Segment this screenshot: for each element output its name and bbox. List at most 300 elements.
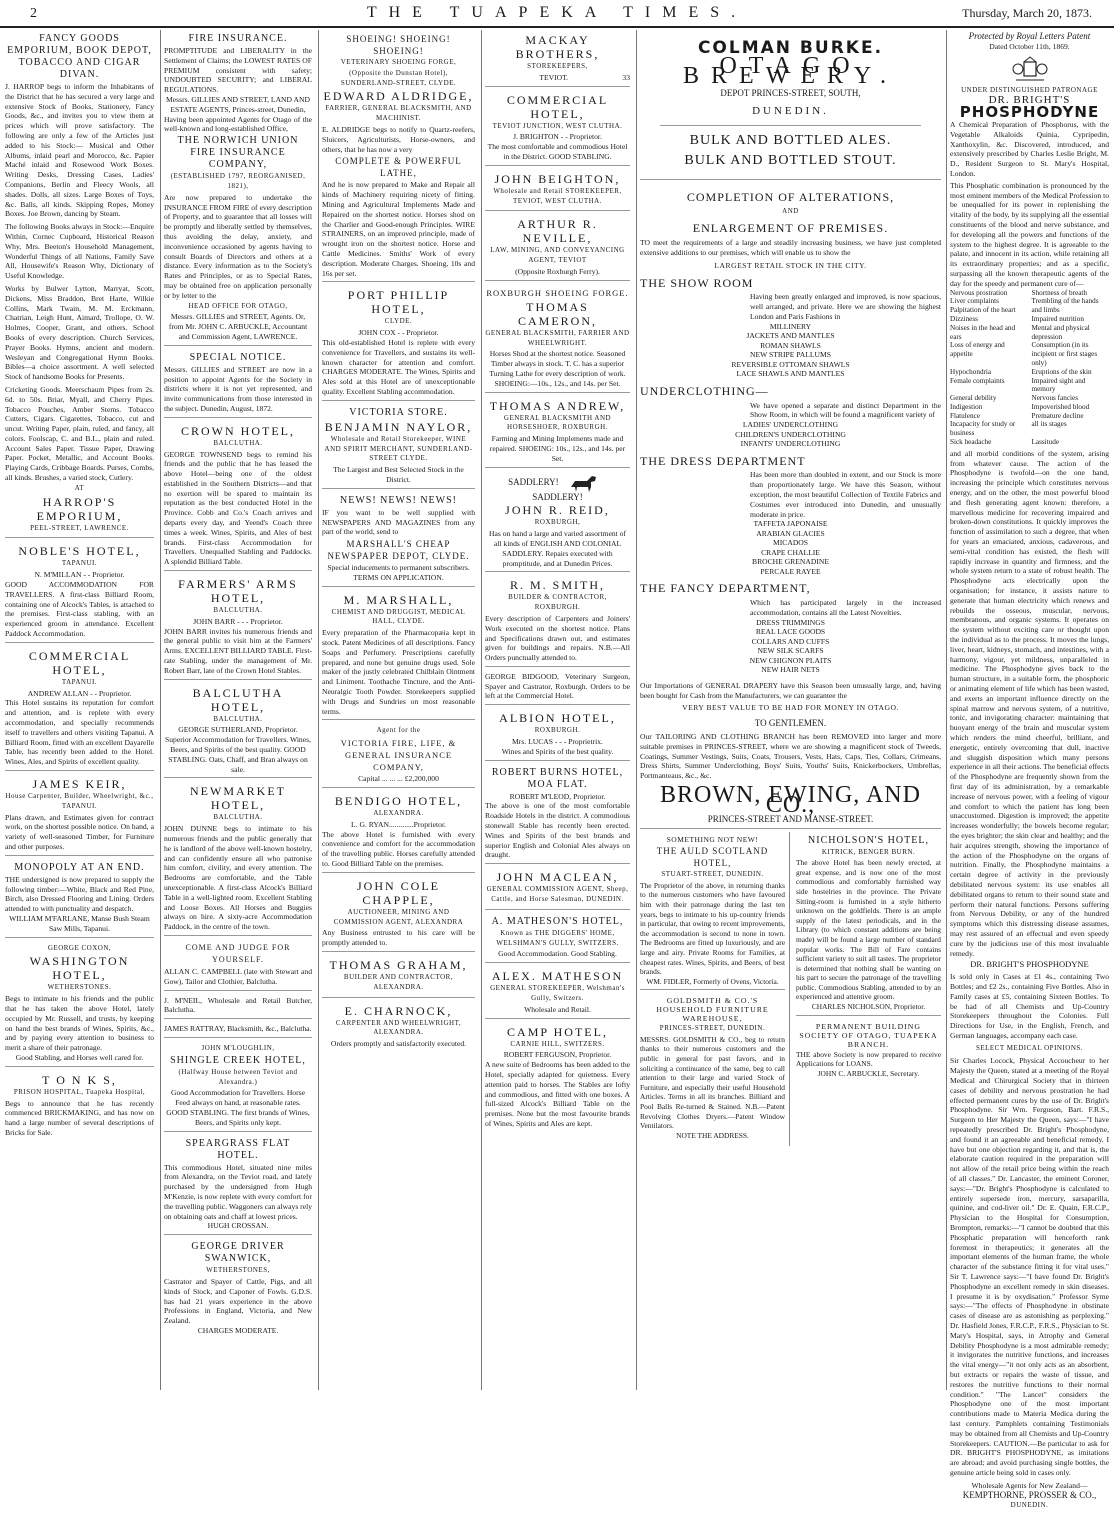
ad-albion-hotel bbox=[485, 708, 630, 760]
list-item: Trembling of the hands bbox=[1031, 297, 1099, 306]
ad-title: ROXBURGH SHOEING FORGE. bbox=[486, 287, 629, 298]
ad-body: Our TAILORING AND CLOTHING BRANCH has been REMOVED into larger and more suitable premises in PRINCES-STREET, where we are showing a magnificent stock of Tweeds, Coatings, Summer Vestings, Suits, Coats, Trousers, Vests, Hats, Caps, Ties, Collars, Crimeans, Dress Shirts, Summer Underclothing, Boys' Suits, Youths' Suits, Knickerbockers, Umbrellas, Portmanteaus, &c., &c. bbox=[640, 732, 941, 781]
list-item: REAL LACE GOODS bbox=[755, 627, 826, 637]
ad-title: FARMERS' ARMS HOTEL, bbox=[178, 577, 298, 606]
ad-commercial-hotel-teviot bbox=[485, 90, 630, 166]
ad-place: BALCLUTHA. bbox=[213, 714, 263, 723]
ad-body: PROMPTITUDE and LIBERALITY in the Settlement of Claims; the LOWEST RATES OF PREMIUM consistent with safety; UNDOUBTED SECURITY; and LIBERAL REGULATIONS. bbox=[164, 46, 312, 95]
ad-body: This Hotel sustains its reputation for comfort and attention, and is replete with every accommodation, and specially recommends itself to travellers and others visiting Tapanui. A Billiard Room, fitted with an excellent Dayarelle Table, has recently been added to the Hotel. Wines, Ales, and Spirits of excellent quality. bbox=[5, 698, 154, 767]
ad-title: KEMPTHORNE, PROSSER & CO., bbox=[962, 1489, 1097, 1500]
ad-sub: UNDER DISTINGUISHED PATRONAGE bbox=[961, 85, 1098, 94]
ad-proprietor: GEORGE SUTHERLAND, Proprietor. bbox=[178, 725, 298, 735]
ad-title: MONOPOLY AT AN END. bbox=[14, 861, 145, 873]
list-item: Liver complaints bbox=[950, 297, 999, 306]
ad-name: GEORGE COXON, bbox=[47, 943, 112, 952]
ad-nobles-hotel bbox=[5, 541, 154, 642]
ad-body: JAMES RATTRAY, Blacksmith, &c., Balclutha. bbox=[164, 1024, 312, 1034]
ad-auld-scotland-hotel bbox=[640, 832, 785, 991]
ad-mneil-butcher bbox=[164, 994, 312, 1020]
ad-title: COMPLETE & POWERFUL LATHE, bbox=[335, 156, 462, 179]
ad-line: BULK AND BOTTLED STOUT. bbox=[684, 152, 897, 168]
ad-harrop-emporium bbox=[5, 30, 154, 538]
ad-sub: Dated October 11th, 1869. bbox=[989, 41, 1070, 51]
ad-sub: GENERAL BLACKSMITH AND HORSESHOER, ROXBURGH. bbox=[503, 413, 612, 432]
bottom-right-ads bbox=[796, 832, 941, 1147]
list-item: Mental and physical depression bbox=[1031, 323, 1090, 341]
ad-charnock bbox=[322, 1001, 475, 1052]
ad-place: BALCLUTHA. bbox=[213, 438, 263, 447]
ad-body: Every preparation of the Pharmacopæia kept in stock. Patent Medicines of all descriptions. Fancy Soaps and Perfumery. Prescriptions carefully prepared, and none but genuine drugs used. Sole maker of the justly celebrated Chilblain Ointment and Liniment. Toothache Tincture, and the Anti-Neuralgic Tooth Powder. Storekeepers supplied with Drugs and Sundries on most reasonable terms. bbox=[322, 628, 475, 716]
ad-title: PORT PHILLIP HOTEL, bbox=[347, 288, 450, 317]
column-6 bbox=[946, 30, 1112, 1510]
ad-sub: AUCTIONEER, MINING AND COMMISSION AGENT, ALEXANDRA bbox=[333, 907, 464, 926]
ad-sub: BUILDER AND CONTRACTOR, ALEXANDRA. bbox=[343, 973, 454, 991]
ad-sub: STOREKEEPERS, bbox=[527, 62, 588, 70]
ad-body: Has been more than doubled in extent, and our Stock is more than proportionately large. We have this Season, without exception, the most beautiful Collection of Textile Fabrics and Costumes ever introduced into Dunedin, and unusually moderate in price. bbox=[750, 470, 941, 519]
ad-body: J. HARROP begs to inform the Inhabitants of the District that he has secured a very large and extensive Stock of Books, Stationery, Fancy Goods, &c., and invites you to view them at prices which will prove satisfactory. The following are only a few of the Articles just added to his Stock:— Musical and Other Albums, inlaid pearl and Morocco, &c. Papier Maché inlaid and Rosewood Work Boxes. Writing Desks, Dressing Cases, Ladies' Companions, Berlin and Fleecy Wools, all shades. Dolls, all sizes. Large Boxes of Toys, &c. Balls, all kinds. Skipping Ropes, Money Boxes. Joe Brown, dancing by Steam. bbox=[5, 82, 154, 219]
list-item: Sick headache bbox=[950, 438, 992, 447]
ad-john-maclean bbox=[485, 867, 630, 910]
list-item: Nervous prostration bbox=[950, 288, 1008, 297]
list-item: CHILDREN'S UNDERCLOTHING bbox=[735, 429, 846, 439]
ad-nicholsons-hotel bbox=[796, 832, 941, 1016]
ad-sub: HEAD OFFICE FOR OTAGO, bbox=[188, 301, 288, 310]
ad-permanent-building-society bbox=[796, 1019, 941, 1082]
ad-body: J. M'NEIL, Wholesale and Retail Butcher, Balclutha. bbox=[164, 995, 312, 1015]
ad-body: Any Business entrusted to his care will be promptly attended to. bbox=[322, 928, 475, 948]
list-item: NEW CHIGNON PLAITS bbox=[749, 655, 832, 665]
dress-list bbox=[640, 519, 941, 576]
ad-title: R. M. SMITH, bbox=[509, 578, 605, 593]
ad-body: LARGEST RETAIL STOCK IN THE CITY. bbox=[714, 260, 867, 270]
list-item: LACE SHAWLS AND MANTLES bbox=[736, 369, 845, 379]
ad-body: GOOD ACCOMMODATION FOR TRAVELLERS. A first-class Billiard Room, containing one of Alcock's Tables, is attached to the premises. First-class stabling, with an experienced groom in attendance. Excellent Paddock Accommodation. bbox=[5, 580, 154, 639]
ad-balclutha-hotel bbox=[164, 683, 312, 779]
ad-proprietor: Mrs. LUCAS - - - Proprietrix. bbox=[512, 737, 603, 747]
list-item: Incapacity for study or business bbox=[950, 420, 1016, 438]
ad-tonks bbox=[5, 1070, 154, 1141]
list-item: Lassitude bbox=[1031, 438, 1060, 447]
list-item: COLLARS AND CUFFS bbox=[751, 636, 830, 646]
list-item: CRAPE CHALLIE bbox=[761, 547, 820, 557]
list-item: Impaired sight and memory bbox=[1031, 376, 1086, 394]
ad-title: ROBERT BURNS HOTEL, MOA FLAT. bbox=[491, 766, 624, 790]
ad-title: T O N K S, bbox=[42, 1072, 117, 1087]
ad-place: ALEXANDRA. bbox=[373, 809, 424, 818]
ad-james-keir bbox=[5, 774, 154, 856]
ad-signature: CHARLES NICHOLSON, Proprietor. bbox=[811, 1002, 926, 1012]
ad-place: TAPANUI. bbox=[61, 677, 98, 686]
ad-place: DUNEDIN. bbox=[1010, 1501, 1049, 1510]
ad-title: MARSHALL'S CHEAP NEWSPAPER DEPOT, CLYDE. bbox=[327, 539, 470, 562]
underclothing-list bbox=[640, 420, 941, 449]
ad-title: THOMAS GRAHAM, bbox=[329, 958, 468, 973]
ad-body: Having been greatly enlarged and improved, is now spacious, well arranged, and private. Here we are showing the highest London and Paris Fashions in bbox=[750, 292, 941, 321]
ad-place: TEVIOT. bbox=[539, 72, 569, 82]
ad-sub: GENERAL STOREKEEPER, Welshman's Gully, Switzers. bbox=[490, 984, 625, 1003]
ad-title: BENJAMIN NAYLOR, bbox=[324, 419, 473, 434]
list-item: TAFFETA JAPONAISE bbox=[753, 519, 828, 529]
list-item: DRESS TRIMMINGS bbox=[756, 617, 825, 627]
ad-body: We have opened a separate and distinct Department in the Show Room, in which will be found a magnificent variety of bbox=[750, 400, 941, 420]
ad-body: Every description of Carpenters and Joiners' Work executed on the shortest notice. Plans and Specifications drawn out, and estimates given for buildings and repairs. N.B.—All Orders punctually attended to. bbox=[485, 613, 630, 663]
horse-icon bbox=[567, 473, 601, 493]
ad-campbell-tailor bbox=[164, 939, 312, 991]
ad-body: Are now prepared to undertake the INSURANCE FROM FIRE of every description of Property, and to guarantee that all losses will be promptly and liberally settled by themselves, thus avoiding the delay, anxiety, and inconvenience occasioned by agents having to consult Boards of Directors and others at a distance. Every information as to the Society's Rates and Principles, or as to Special Rates, may be obtained free on application personally or by letter to the bbox=[164, 192, 312, 300]
ad-fire-insurance bbox=[164, 30, 312, 346]
ad-port-phillip-hotel bbox=[322, 285, 475, 400]
fancy-list bbox=[640, 618, 941, 675]
list-item: and limbs bbox=[1031, 306, 1060, 315]
ad-title: DR. BRIGHT'S PHOSPHODYNE bbox=[970, 959, 1089, 970]
ad-sub: (ESTABLISHED 1797, REORGANISED, 1821), bbox=[170, 172, 306, 190]
column-5 bbox=[636, 30, 944, 1390]
ad-body: The above Hotel is furnished with every convenience and comfort for the accommodation of the travelling public. Horses carefully attended to. Good Billiard Table on the premises. bbox=[322, 829, 475, 869]
ad-title: FANCY GOODS EMPORIUM, BOOK DEPOT, TOBACCO AND CIGAR DIVAN. bbox=[7, 33, 152, 80]
ad-sub: TEVIOT JUNCTION, WEST CLUTHA. bbox=[492, 121, 623, 130]
ad-marshall-chemist bbox=[322, 590, 475, 721]
list-item: PERCALE RAYEE bbox=[760, 566, 821, 576]
list-item: Shortness of breath bbox=[1031, 288, 1087, 297]
ad-body: This old-established Hotel is replete with every convenience for Travellers, and sustains its well-known character for attention and comfort. CHARGES MODERATE. The Wines, Spirits and Ales sold at this Hotel are of unexceptionable quality. Excellent Stabling accommodation. bbox=[322, 337, 475, 396]
ad-title: ARTHUR R. NEVILLE, bbox=[517, 217, 598, 246]
ad-body: Superior Accommodation for Travellers. Wines, Beers, and Spirits of the best quality. GOOD STABLING. Oats, Chaff, and Bran always on sale. bbox=[165, 735, 311, 774]
ad-washington-hotel bbox=[5, 941, 154, 1067]
ad-sub: Known as THE DIGGERS' HOME, WELSHMAN'S GULLY, SWITZERS. bbox=[496, 928, 619, 947]
ad-body: IF you want to be well supplied with NEWSPAPERS AND MAGAZINES from any part of the world, send to bbox=[322, 507, 475, 537]
list-item: Indigestion bbox=[950, 402, 983, 411]
ad-body: Begs to announce that he has recently commenced BRICKMAKING, and has now on hand a large number of several descriptions of Bricks for Sale. bbox=[5, 1098, 154, 1137]
ad-title: E. CHARNOCK, bbox=[344, 1003, 453, 1018]
ad-title: THOMAS ANDREW, bbox=[489, 398, 626, 413]
ad-body: E. ALDRIDGE begs to notify to Quartz-reefers, Sluicers, Agriculturists, Horse-owners, and others, that he has now a very bbox=[322, 124, 475, 154]
ad-footer: CHARGES MODERATE. bbox=[197, 1325, 279, 1335]
ad-title: ENLARGEMENT OF PREMISES. bbox=[692, 221, 889, 236]
royal-crest-icon bbox=[1010, 54, 1050, 84]
ad-body: (Opposite Roxburgh Ferry). bbox=[515, 266, 600, 276]
list-item: Noises in the head and ears bbox=[950, 323, 1016, 341]
ad-news bbox=[322, 492, 475, 587]
ad-phosphodyne bbox=[950, 30, 1109, 1515]
ad-title: EDWARD ALDRIDGE, bbox=[323, 89, 474, 104]
ad-body: The following Books always in Stock:—Enquire Within, Cornec Cupboard, Historical Reason Why, Mrs. Beeton's Household Management, Wonderful Things of all Nations, Family Save All, Housewife's Reason Why, Dictionary of Useful Knowledge. bbox=[5, 222, 154, 281]
ad-sub: PRISON HOSPITAL, Tuapeka Hospital, bbox=[13, 1087, 146, 1096]
ad-body: Cricketing Goods. Meerschaum Pipes from 2s. 6d. to 50s. Briar, Myall, and Cherry Pipes. Tobacco Pouches, Amber Stems. Tobacco Cutters, Cigars. Cigarettes, Tobacco, cut and uncut. Writing Paper, plain, ruled, and fancy, all colors. Foolscap, C. and B.L., plain and ruled. Account Sales Paper. Tissue Paper, Drawing Paper. Pocket, Metallic, and Account Books. Playing Cards, Cribbage Boards. Purses, Combs, all kinds. Brushes, a varied stock, Cutlery. bbox=[5, 384, 154, 483]
ad-sub: (Opposite the Dunstan Hotel), SUNDERLAND-STREET, CLYDE. bbox=[340, 68, 457, 87]
ad-body: Good Accommodation for Travellers. Horse Feed always on hand, at reasonable rates. GOOD STABLING. The first brands of Wines, Beers, and Spirits only kept. bbox=[166, 1088, 310, 1127]
ad-rattray-blacksmith bbox=[164, 1022, 312, 1038]
ad-matheson-hotel bbox=[485, 913, 630, 963]
ad-monopoly bbox=[5, 859, 154, 938]
list-item: Consumption (in its incipient or first stages only) bbox=[1031, 341, 1098, 367]
ad-body: VERY BEST VALUE TO BE HAD FOR MONEY IN OTAGO. bbox=[682, 703, 899, 713]
ad-place: BALCLUTHA. bbox=[213, 813, 263, 822]
section-title: UNDERCLOTHING— bbox=[640, 383, 769, 398]
ad-swanwick bbox=[164, 1238, 312, 1339]
ad-title: SPEARGRASS FLAT HOTEL. bbox=[185, 1137, 291, 1161]
bottom-left-ads bbox=[640, 832, 790, 1147]
ad-body: The above is one of the most comfortable Roadside Hotels in the district. A commodious stonewall Stable has recently been erected. Wines and Spirits of the best brands and superior English and Colonial Ales always on draught. bbox=[485, 801, 630, 860]
ad-title: VICTORIA FIRE, LIFE, & GENERAL INSURANCE COMPANY, bbox=[340, 738, 457, 773]
ad-signature: WM. FIDLER, Formerly of Ovens, Victoria. bbox=[646, 976, 779, 986]
ad-title: VICTORIA STORE. bbox=[349, 406, 448, 418]
ad-title: COME AND JUDGE FOR YOURSELF. bbox=[185, 942, 291, 964]
ad-title: PHOSPHODYNE bbox=[959, 103, 1100, 122]
ad-sub: Protected by Royal Letters Patent bbox=[968, 31, 1091, 41]
ad-place: ROXBURGH, bbox=[534, 518, 581, 527]
ad-sub: CHEMIST AND DRUGGIST, MEDICAL HALL, CLYDE. bbox=[331, 607, 466, 626]
ad-footer: Wholesale Agents for New Zealand— bbox=[971, 1480, 1088, 1490]
ad-sub: GENERAL COMMISSION AGENT, Sheep, Cattle, and Horse Salesman, DUNEDIN. bbox=[486, 885, 629, 904]
list-item: ROMAN SHAWLS bbox=[760, 340, 821, 350]
ad-body: The most comfortable and commodious Hotel in the District. GOOD STABLING. bbox=[487, 142, 628, 161]
ad-proprietor: ROBERT M'LEOD, Proprietor. bbox=[509, 791, 606, 801]
ad-veterinary-shoeing-forge bbox=[322, 30, 475, 282]
ad-body: TO meet the requirements of a large and steadily increasing business, we have just completed extensive additions to our premises, which will enable us to show the bbox=[640, 238, 941, 257]
list-item: Female complaints bbox=[950, 376, 1005, 385]
masthead bbox=[0, 0, 1114, 28]
ad-title: THE NORWICH UNION FIRE INSURANCE COMPANY, bbox=[177, 135, 299, 171]
ad-body: Begs to intimate to his friends and the public that he has taken the above Hotel, lately occupied by Mr. Russell, and trusts, by keeping on hand the best brands of Wines, Spirits, &c., and by paying every attention to business to merit a share of their patronage. bbox=[5, 994, 154, 1053]
ad-title: JOHN MACLEAN, bbox=[496, 870, 619, 885]
ad-sub: STUART-STREET, DUNEDIN. bbox=[661, 870, 764, 879]
ad-alex-matheson bbox=[485, 966, 630, 1018]
show-room-list bbox=[640, 322, 941, 379]
ad-sub: DEPOT PRINCES-STREET, SOUTH, bbox=[720, 88, 861, 99]
list-item: Premature decline bbox=[1031, 411, 1084, 420]
section-title: THE FANCY DEPARTMENT, bbox=[640, 581, 811, 596]
ad-place: CLYDE. bbox=[384, 317, 413, 326]
ad-agents: Messrs. GILLIES AND STREET, LAND AND ESTATE AGENTS, Princes-street, Dunedin, bbox=[166, 94, 310, 114]
ad-body: Messrs. GILLIES and STREET are now in a position to appoint Agents for the Society in districts where it is not yet represented, and invite communications from those interested in the subject. Dunedin, August, 1872. bbox=[164, 364, 312, 413]
ad-body: Sir Charles Locock, Physical Accoucheur to her Majesty the Queen, stated at a meeting of the Royal Medical and Chirurgical Society that in thirteen cases of debility and nervous prostration he had effected permanent cures by the use of Dr. Bright's Phosphodyne. Sir Wm. Ferguson, Bart. F.R.S., Surgeon to Her Majesty the Queen, says:—"I have repeatedly prescribed Dr. Bright's Phosphodyne, and found it an agreeable and beneficial remedy. I have but one objection regarding it, and that is, the elaborate caution required in the preparation will not allow of the retail price being within the reach of all classes." Dr. Lancaster, the eminent Coroner, says:—"Dr. Bright's Phosphodyne is calculated to entirely supersede iron, mercury, sarsaparilla, quinine, and cod-liver oil." Dr. E. Quain, F.R.C.P., Physician to the Hospital for Consumption, Brompton, remarks:—"I cannot be doubted that this Phosphatic preparation will henceforth rank foremost in therapeutics; it generates all the important elements of the human frame, the whole character of the substance fitting it for vital uses." Sir T. Lawrence says:—"I have found Dr. Bright's Phosphodyne an excellent remedy in skin diseases. I presume it is by oxydisation." Professor Syme says:—"The effects of Phosphodyne in obstinate cases of disease are as astonishing as perplexing." Dr. Hasfield Jones, F.R.C.P., F.R.S., Physician to St. Mary's Hospital, says, in Atrophy and General Debility Phosphodyne is a most admirable remedy; it invigorates the nutritive functions, and increases the vital energy—"it not only acts as an absorbent, but extracts or repairs the waste of tissue, and restores the nutritive functions to their normal condition." "The Lancet" considers the Phosphodyne one of the most important contributions made to Materia Medica during the last century. Pamphlets containing Testimonials may be obtained from all Chemists and Up-Country Storekeepers. CAUTION.—Be particular to ask for DR. BRIGHT'S PHOSPHODYNE, as imitations are abroad; and avoid purchasing single bottles, the genuine article being sold in cases only. bbox=[950, 1056, 1109, 1477]
ad-footer: NOTE THE ADDRESS. bbox=[676, 1130, 749, 1140]
ad-body: Having been appointed Agents for Otago of the well-known and long-established Office, bbox=[164, 114, 312, 134]
list-item: General debility bbox=[950, 394, 997, 403]
ad-place: WETHERSTONES. bbox=[47, 983, 112, 992]
ad-brown-ewing bbox=[640, 183, 941, 829]
ad-proprietor: JOHN BARR - - - Proprietor. bbox=[193, 616, 283, 626]
ad-body: and all morbid conditions of the system, arising from whatever cause. The action of the Phosphodyne is twofold—on the one hand, increasing the principle which constitutes nervous energy, and on the other, the most powerful blood and flesh generating agent known: therefore, a marvellous medicine for recovering impaired and broken-down constitutions. It quickly improves the function of assimilation to such a degree, that when for years an emaciated, anxious, cadaverous, and semi-vital condition has existed, the flesh will rapidly increase in quantity and firmness, and the whole system return to a state of robust health. The Phosphodyne acts electrically upon the organisation; for instance, it assists nature to generate that human electricity which renews and rebuilds the osseous, muscular, nervous, membranous, and organic systems. It operates on the system without exciting care or thought upon the individual as to the process. It moves the lungs, liver, heart, kidneys, stomach, and intestines, with a harmony, vigour, yet mildness, unparalleled in medicine. The Phosphodyne gives back to the human structure, in a suitable form, the phosphoric or animating element of life which has been wasted, and exerts an important influence directly on the spinal marrow and nervous system, of a nutritive, tonic, and invigorating character: maintaining that buoyant energy of the brain and muscular system which renders the mind cheerful, brilliant, and energetic, entirely overcoming that dull, inactive and sluggish disposition which many persons experience in all their actions. The beneficial effects of the Phosphodyne are frequently shown from the first day of its administration, by a remarkable increase of nervous power, with a feeling of vigour and comfort to which the patient has long been unaccustomed. Digestion is improved; the appetite increases wonderfully; the bowels become regular; the eyes brighter; the skin clear and healthy; and the hair acquires strength, showing the importance of the action of the Phosphodyne on the organs of nutrition. Finally, the Phosphodyne maintains a certain degree of activity in the previously debilitated nervous system: its use enables all debilitated organs to return to their sound state and perform their natural functions. Persons suffering from Nervous Debility, or any of the hundred symptoms which this distressing disease assumes, may rest assured of an effectual and even speedy cure by the judicious use of this most invaluable remedy. bbox=[950, 448, 1109, 958]
ad-proprietor: J. BRIGHTON - - Proprietor. bbox=[513, 132, 602, 142]
column-2 bbox=[160, 30, 315, 1390]
page-number: 2 bbox=[30, 6, 37, 21]
ad-place: DUNEDIN. bbox=[752, 105, 829, 118]
ad-body: THE undersigned is now prepared to supply the following timber:—White, Black and Red Pine, Birch, also Dressed Flooring and Lining. Orders attended to with punctuality and despatch. bbox=[5, 874, 154, 914]
ad-body: Capital ... ... ... £2,200,000 bbox=[358, 774, 439, 784]
ad-title: BENDIGO HOTEL, bbox=[334, 794, 463, 809]
column-3 bbox=[318, 30, 478, 1390]
ad-footer: Orders promptly and satisfactorily executed. bbox=[330, 1039, 467, 1049]
ad-body: Wines and Spirits of the best quality. bbox=[501, 746, 614, 756]
ad-body: This Phosphatic combination is pronounced by the most eminent members of the Medical Profession to be unequalled for its power in replenishing the vitality of the body, by its supplying all the essential constituents of the blood and nerve substance, and for developing all the powers and functions of the system to the highest degree. It is agreeable to the palate, and innocent in its action, while retaining all its extraordinary properties; and as a specific, surpassing all the known therapeutic agents of the day for the speedy and permanent cure of— bbox=[950, 180, 1109, 288]
ad-chapple bbox=[322, 876, 475, 952]
ad-body: A Chemical Preparation of Phosphorus, with the Vegetable Alkaloids Quinia, Cypripedin, Xanthoxylin, &c. Discovered, introduced, and extensively prescribed by Charles Leslie Bright, M. D., Resident Surgeon to St. Mary's Hospital, London. bbox=[950, 119, 1109, 178]
ad-sub: GENERAL BLACKSMITH, FARRIER AND WHEELWRIGHT. bbox=[485, 328, 630, 347]
ad-sub: Wholesale and Retail Storekeeper, WINE AND SPIRIT MERCHANT, SUNDERLAND-STREET CLYDE. bbox=[324, 434, 473, 463]
ad-roxburgh-shoeing-forge bbox=[485, 284, 630, 393]
ad-title: NOBLE'S HOTEL, bbox=[18, 544, 141, 559]
ad-reid-saddlery bbox=[485, 471, 630, 573]
section-title: THE DRESS DEPARTMENT bbox=[640, 453, 806, 468]
ad-title: SPECIAL NOTICE. bbox=[189, 351, 287, 363]
ad-name: JOHN M'LOUGHLIN, bbox=[201, 1043, 275, 1052]
ad-farmers-arms-hotel bbox=[164, 574, 312, 680]
ad-title: OTAGO BREWERY. bbox=[683, 52, 898, 89]
ad-newmarket-hotel bbox=[164, 781, 312, 936]
ad-title: PERMANENT BUILDING SOCIETY OF OTAGO, TUAPEKA BRANCH. bbox=[799, 1021, 938, 1049]
list-item: REVERSIBLE OTTOMAN SHAWLS bbox=[731, 359, 850, 369]
ad-camp-hotel bbox=[485, 1022, 630, 1132]
list-item: ARABIAN GLACIES bbox=[756, 528, 825, 538]
ad-robert-burns-hotel bbox=[485, 764, 630, 865]
ad-sub: CARNIE HILL, SWITZERS. bbox=[510, 1039, 605, 1048]
ad-title: A. MATHESON'S HOTEL, bbox=[491, 915, 624, 927]
ad-title: SOMETHING NOT NEW! bbox=[666, 834, 759, 844]
ad-proprietor: ANDREW ALLAN - - Proprietor. bbox=[27, 688, 132, 698]
ad-proprietor: ROBERT FERGUSON, Proprietor. bbox=[503, 1050, 612, 1060]
ad-signature: HUGH CROSSAN. bbox=[207, 1221, 269, 1231]
ad-title: COLMAN BURKE. bbox=[697, 38, 884, 58]
list-item: Hypochondria bbox=[950, 367, 992, 376]
ad-body: Horses Shod at the shortest notice. Seasoned Timber always in stock. T. C. has a superior Turning Lathe for every description of work. SHOEING:—10s., 12s., and 14s. per Set. bbox=[489, 349, 626, 388]
ad-commercial-hotel-tapanui bbox=[5, 646, 154, 771]
list-item: BROCHE GRENADINE bbox=[752, 557, 829, 567]
column-1 bbox=[2, 30, 157, 1390]
ad-body: THE above Society is now prepared to receive Applications for LOANS. bbox=[796, 1049, 941, 1069]
ad-address: PEEL-STREET, LAWRENCE. bbox=[30, 523, 129, 532]
ad-line: BULK AND BOTTLED ALES. bbox=[689, 133, 892, 149]
ad-place: BALCLUTHA. bbox=[213, 606, 263, 615]
ad-title: NICHOLSON'S HOTEL, bbox=[808, 834, 929, 846]
newspaper-title: THE TUAPEKA TIMES. bbox=[366, 4, 748, 21]
ad-title: ALEX. MATHESON bbox=[491, 969, 624, 984]
ad-title: CROWN HOTEL, bbox=[181, 423, 295, 438]
ad-title: NEWMARKET HOTEL, bbox=[190, 784, 286, 813]
symptom-list bbox=[950, 289, 1109, 447]
ad-number: 33 bbox=[622, 72, 630, 82]
ad-sub: SELECT MEDICAL OPINIONS. bbox=[975, 1043, 1084, 1052]
list-item: JACKETS AND MANTLES bbox=[746, 331, 835, 341]
ad-body: Works by Bulwer Lytton, Marryat, Scott, Dickens, Miss Braddon, Bret Harte, Wilkie Collins, Mark Twain, M. M. Erckmann, Chatrian, Leigh Hunt, Aimard, Trollope, O. W. Holmes, Cooper, Grant, and others. School Books of every description. Church Services, Prayer Books. Hymns, ancient and modern. Wesleyan and Congregational Hymn Books. Bibles—a choice assortment. A well selected Stock of handsome Books for Presents. bbox=[5, 283, 154, 382]
list-item: Palpitation of the heart bbox=[950, 306, 1016, 315]
ad-title: ALBION HOTEL, bbox=[499, 711, 616, 726]
ad-title: MACKAY BROTHERS, bbox=[515, 33, 600, 61]
ad-body: Farming and Mining Implements made and repaired. SHOEING: 10s., 12s., and 14s. per Set. bbox=[489, 434, 626, 463]
ad-proprietor: N. M'MILLAN - - Proprietor. bbox=[34, 570, 125, 580]
ad-title: DR. BRIGHT'S bbox=[988, 94, 1071, 107]
list-item: LADIES' UNDERCLOTHING bbox=[742, 420, 839, 430]
ad-bidgood bbox=[485, 670, 630, 705]
ad-title: JAMES KEIR, bbox=[32, 777, 127, 792]
ad-body: Has on hand a large and varied assortment of all kinds of ENGLISH AND COLONIAL SADDLERY. Repairs executed with promptitude, and at Dunedin Prices. bbox=[489, 529, 626, 568]
ad-speargrass-flat-hotel bbox=[164, 1135, 312, 1236]
ad-body: JOHN BARR invites his numerous friends and the general public to visit him at the Farmers' Arms. EXCELLENT BILLIARD TABLE. First-rate Stabling, under the management of Mr. Robert Barr, late of the Crown Hotel Stables. bbox=[164, 626, 312, 675]
ad-title: COMMERCIAL HOTEL, bbox=[506, 92, 609, 121]
ad-sub: AT bbox=[74, 483, 85, 492]
ad-body: MESSRS. GOLDSMITH & CO., beg to return thanks to their numerous customers and the public in general for past favors, and in soliciting a continuance of the same, beg to call attention to their large and varied Stock of Furniture, and especially their useful Household Articles. Terms in all its branches. Billiard and Pool Balls Re-turned & Stained. N.B.—Patent Revolving Clothes Dryers.—Patent Window Ventilators. bbox=[640, 1034, 785, 1131]
ad-body: Wholesale and Retail. bbox=[524, 1004, 591, 1014]
ad-title: COMMERCIAL HOTEL, bbox=[28, 648, 131, 677]
ad-body: Which has participated largely in the increased accommodation, contains all the Latest Novelties. bbox=[750, 598, 941, 618]
ad-arthur-neville bbox=[485, 214, 630, 280]
ad-crown-hotel bbox=[164, 421, 312, 571]
ad-body: GEORGE BIDGOOD, Veterinary Surgeon, Spayer and Castrator, Roxburgh. Orders to be left at the Commercial Hotel. bbox=[485, 671, 630, 701]
ad-sub: KITRICK, BENGER BURN. bbox=[821, 847, 916, 856]
ad-proprietor: JOHN COX - - Proprietor. bbox=[358, 328, 439, 338]
ad-title: GOLDSMITH & CO.'S HOUSEHOLD FURNITURE WAREHOUSE, bbox=[656, 996, 769, 1024]
ad-title: SADDLERY! bbox=[532, 491, 583, 502]
list-item: MICADOS bbox=[772, 538, 809, 548]
ad-special-notice bbox=[164, 349, 312, 418]
ad-agents: Messrs. GILLIES and STREET, Agents. Or, from Mr. JOHN C. ARBUCKLE, Accountant and Commission Agent, LAWRENCE. bbox=[168, 312, 308, 341]
ad-sub: FARRIER, GENERAL BLACKSMITH, AND MACHINIST. bbox=[325, 104, 472, 123]
ad-title: NEWS! NEWS! NEWS! bbox=[340, 494, 457, 506]
list-item: MILLINERY bbox=[769, 321, 812, 331]
ad-title: CAMP HOTEL, bbox=[507, 1024, 608, 1039]
ad-title: FIRE INSURANCE. bbox=[188, 33, 288, 44]
ad-sub: AND bbox=[782, 206, 799, 215]
ad-title: JOHN COLE CHAPPLE, bbox=[357, 878, 440, 907]
ad-body: JOHN DUNNE begs to intimate to his numerous friends and the public generally that he is landlord of the above well-known hostelry, and can confidently ensure all who patronise him comfort, civility, and every attention. The Bedrooms are comfortable, and the Table unexceptionable. A first-class Alcock's Billiard Table in a well-lighted room. Excellent Stabling and Loose Boxes. All Horses and Buggies always on hire. A sixty-acre Accommodation Paddock, in the centre of the town. bbox=[164, 824, 312, 932]
ad-title: SHOEING! SHOEING! SHOEING! bbox=[346, 34, 451, 56]
list-item: Flatulence bbox=[950, 411, 980, 420]
ad-sub: CARPENTER AND WHEELWRIGHT, ALEXANDRA. bbox=[335, 1018, 462, 1037]
ad-thomas-andrew bbox=[485, 396, 630, 468]
list-item: Impoverished blood bbox=[1031, 402, 1090, 411]
ad-title: COMPLETION OF ALTERATIONS, bbox=[686, 189, 895, 204]
ad-title: M. MARSHALL, bbox=[343, 592, 454, 607]
ad-body: Good Accommodation. Good Stabling. bbox=[498, 949, 617, 959]
ad-bendigo-hotel bbox=[322, 791, 475, 873]
ad-proprietor: L. G. RYAN.............Proprietor. bbox=[351, 819, 446, 829]
ad-body: This commodious Hotel, situated nine miles from Alexandra, on the Teviot road, and lately purchased by the undersigned from Hugh M'Kenzie, is now replete with every comfort for the travelling public. Waggoners can always rely on obtaining oats and chaff at lowest prices. bbox=[164, 1162, 312, 1221]
list-item: all its stages bbox=[1031, 420, 1067, 429]
ad-title: WASHINGTON HOTEL, bbox=[29, 954, 130, 983]
column-4 bbox=[481, 30, 633, 1390]
section-title: THE SHOW ROOM bbox=[640, 275, 754, 290]
ad-sub: BUILDER & CONTRACTOR, ROXBURGH. bbox=[508, 593, 607, 612]
ad-title: BROWN, EWING, AND CO., bbox=[660, 781, 921, 818]
ad-rm-smith bbox=[485, 575, 630, 667]
ad-colman-burke-brewery bbox=[640, 30, 941, 180]
ad-body: Is sold only in Cases at £1 4s., containing Two Bottles; and £2 2s., containing Five Bottles. Also in Family cases at £5, containing Sixteen Bottles. To be had of all Chemists and Up-Country Storekeepers throughout the Colonies. Full Directions for Use, in the English, French, and German languages, accompany each case. bbox=[950, 972, 1109, 1040]
ad-sub: PRINCES-STREET, DUNEDIN. bbox=[659, 1024, 766, 1033]
ad-signature: JOHN C. ARBUCKLE, Secretary. bbox=[817, 1068, 920, 1078]
list-item: Eruptions of the skin bbox=[1031, 367, 1092, 376]
ad-title: SHINGLE CREEK HOTEL, bbox=[170, 1054, 306, 1066]
ad-sub: (Halfway House between Teviot and Alexandra.) bbox=[178, 1067, 298, 1086]
ad-title: THE AULD SCOTLAND HOTEL, bbox=[656, 846, 769, 869]
ad-mackay-brothers bbox=[485, 30, 630, 87]
section-title: TO GENTLEMEN. bbox=[754, 718, 827, 729]
bottom-ads bbox=[640, 832, 941, 1147]
list-item: NEW HAIR NETS bbox=[761, 665, 820, 675]
ad-body: The Proprietor of the above, in returning thanks to the numerous customers who have favoured him with their patronage during the last ten years, begs to intimate to his up-country friends in particular, that owing to recent improvements, the accommodation is second to none in town. The Bedrooms are fitted up luxuriously, and are large and airy. Private Rooms for Families, at cheapest rates. Wines, Spirits, and Beers, of best brands. bbox=[640, 880, 785, 977]
issue-date: Thursday, March 20, 1873. bbox=[962, 6, 1092, 20]
ad-title: BALCLUTHA HOTEL, bbox=[192, 685, 284, 714]
ad-place: ROXBURGH. bbox=[534, 726, 581, 735]
list-item: NEW SILK SCARFS bbox=[757, 646, 824, 656]
list-item: Dizziness bbox=[950, 314, 978, 323]
ad-shingle-creek-hotel bbox=[164, 1041, 312, 1132]
ad-footer: Special inducements to permanent subscribers. TERMS ON APPLICATION. bbox=[327, 563, 470, 582]
ad-sub: VETERINARY SHOEING FORGE, bbox=[340, 58, 457, 66]
ad-title: THOMAS CAMERON, bbox=[517, 299, 597, 328]
list-item: Impaired nutrition bbox=[1031, 314, 1084, 323]
ad-sub: Wholesale and Retail STOREKEEPER, TEVIOT, WEST CLUTHA. bbox=[493, 186, 622, 205]
ad-sub: House Carpenter, Builder, Wheelwright, &c., TAPANUI. bbox=[5, 792, 154, 810]
